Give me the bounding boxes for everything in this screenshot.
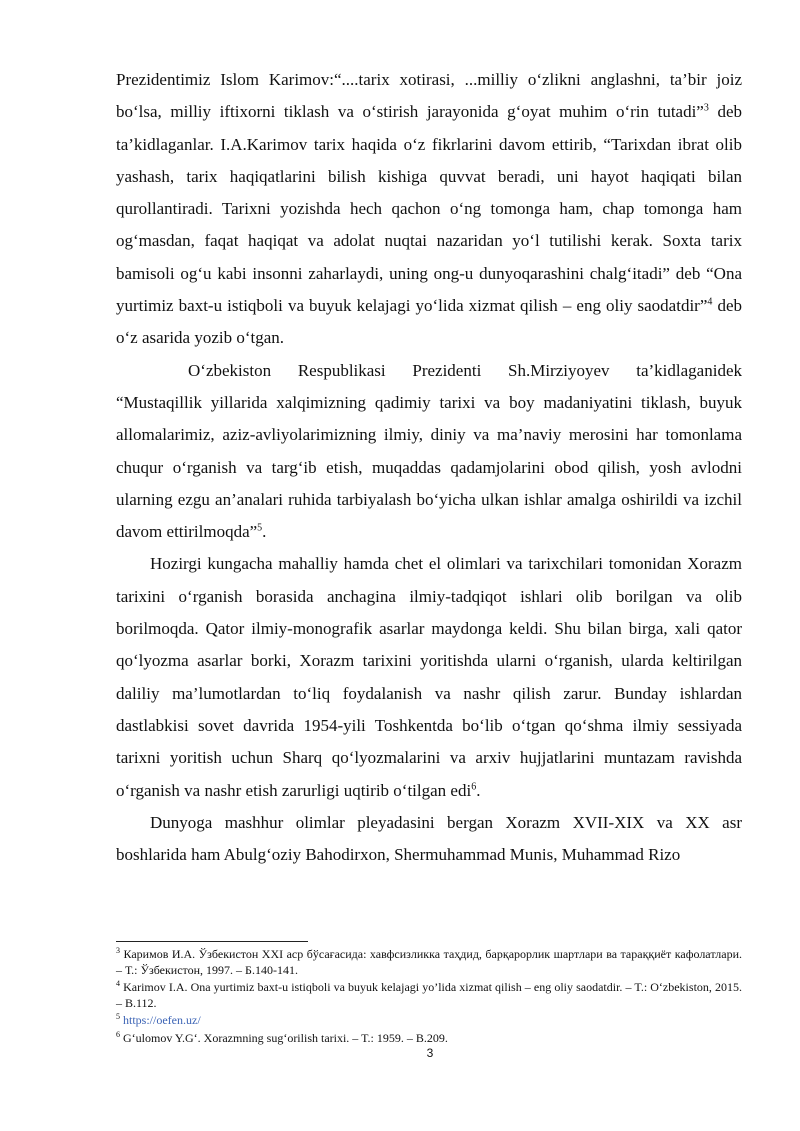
footnote-ref-3[interactable]: 3 <box>703 102 709 114</box>
paragraph-3: Hozirgi kungacha mahalliy hamda chet el olimlari va tarixchilari tomonidan Xorazm tarixini o‘rganish borasida anchagina ilmiy-tadqiqot ishlari olib borilgan va olib borilmoqda. Qator ilmiy-monografik asarlar maydonga keldi. Shu bilan birga, xali qator qo‘lyozma asarlar borki, Xorazm tarixini yoritishda ularni o‘rganish, ularda keltirilgan daliliy ma’lumotlardan to‘liq foydalanish va nashr qilish zarur. Bunday ishlardan dastlabkisi sovet davrida 1954-yili Toshkentda bo‘lib o‘tgan qo‘shma ilmiy sessiyada tarixni yoritish uchun Sharq qo‘lyozmalarini va arxiv hujjatlarini muntazam ravishda o‘rganish va nashr etish zarurligi uqtirib o‘tilgan edi$^6$. <box>116 554 742 800</box>
body-text <box>116 64 742 871</box>
footnote-3: $^3$ Каримов И.А. Ўзбекистон XXI аср бўсағасида: хавфсизликка таҳдид, барқарорлик шартлари ва тараққиёт кафолатлари. – Т.: Ўзбекистон, 1997. – Б.140-141. <box>116 946 742 977</box>
paragraph-4: Dunyoga mashhur olimlar pleyadasini bergan Xorazm XVII-XIX va XX asr boshlarida ham Abulg‘oziy Bahodirxon, Shermuhammad Munis, Muhammad Rizo <box>116 812 742 865</box>
footnote-separator <box>116 941 308 942</box>
footnote-ref-5[interactable]: 5 <box>257 522 263 534</box>
footnote-link[interactable]: https://oefen.uz/ <box>120 1013 201 1028</box>
paragraph-1: Prezidentimiz Islom Karimov:“....tarix xotirasi, ...milliy o‘zlikni anglashni, ta’bir joiz bo‘lsa, milliy iftixorni tiklash va o‘stirish jarayonida g‘oyat muhim o‘rin tutadi”$^3$ deb ta’kidlaganlar. I.A.Karimov tarix haqida o‘z fikrlarini davom ettirib, “Tarixdan ibrat olib yashash, tarix haqiqatlarini bilish kishiga quvvat beradi, uni hayot haqiqati bilan qurollantiradi. Tarixni yozishda hech qachon o‘ng tomonga ham, chap tomonga ham og‘masdan, faqat haqiqat va adolat nuqtai nazaridan yo‘l tutilishi kerak. Soxta tarix bamisoli og‘u kabi insonni zaharlaydi, uning ong-u dunyoqarashini chalg‘itadi” deb “Ona yurtimiz baxt-u istiqboli va buyuk kelajagi yo‘lida xizmat qilish – eng oliy saodatdir”$^4$ deb o‘z asarida yozib o‘tgan. <box>116 70 743 348</box>
footnotes <box>116 947 742 1049</box>
footnote-ref-4[interactable]: 4 <box>707 296 713 308</box>
footnote-6: $^6$ G‘ulomov Y.G‘. Xorazmning sug‘orilish tarixi. – T.: 1959. – B.209. <box>116 1029 448 1045</box>
paragraph-2: O‘zbekiston Respublikasi Prezidenti Sh.Mirziyoyev ta’kidlaganidek “Mustaqillik yillarida xalqimizning qadimiy tarixi va boy madaniyatini tiklash, buyuk allomalarimiz, aziz-avliyolarimizning ilmiy, diniy va ma’naviy merosini har tomonlama chuqur o‘rganish va targ‘ib etish, muqaddas qadamjolarini obod qilish, yosh avlodni ularning ezgu an’analari ruhida tarbiyalash bo‘yicha ulkan ishlar amalga oshirildi va izchil davom ettirilmoqda”$^5$. <box>116 360 742 542</box>
footnote-5: $^5$ https://oefen.uz/ <box>116 1012 201 1028</box>
footnote-4: $^4$ Karimov I.A. Ona yurtimiz baxt-u istiqboli va buyuk kelajagi yo’lida xizmat qilish – eng oliy saodatdir. – T.: O‘zbekiston, 2015. – B.112. <box>116 979 742 1010</box>
footnote-ref-6[interactable]: 6 <box>471 780 477 792</box>
page-number: 3 <box>426 1046 434 1060</box>
